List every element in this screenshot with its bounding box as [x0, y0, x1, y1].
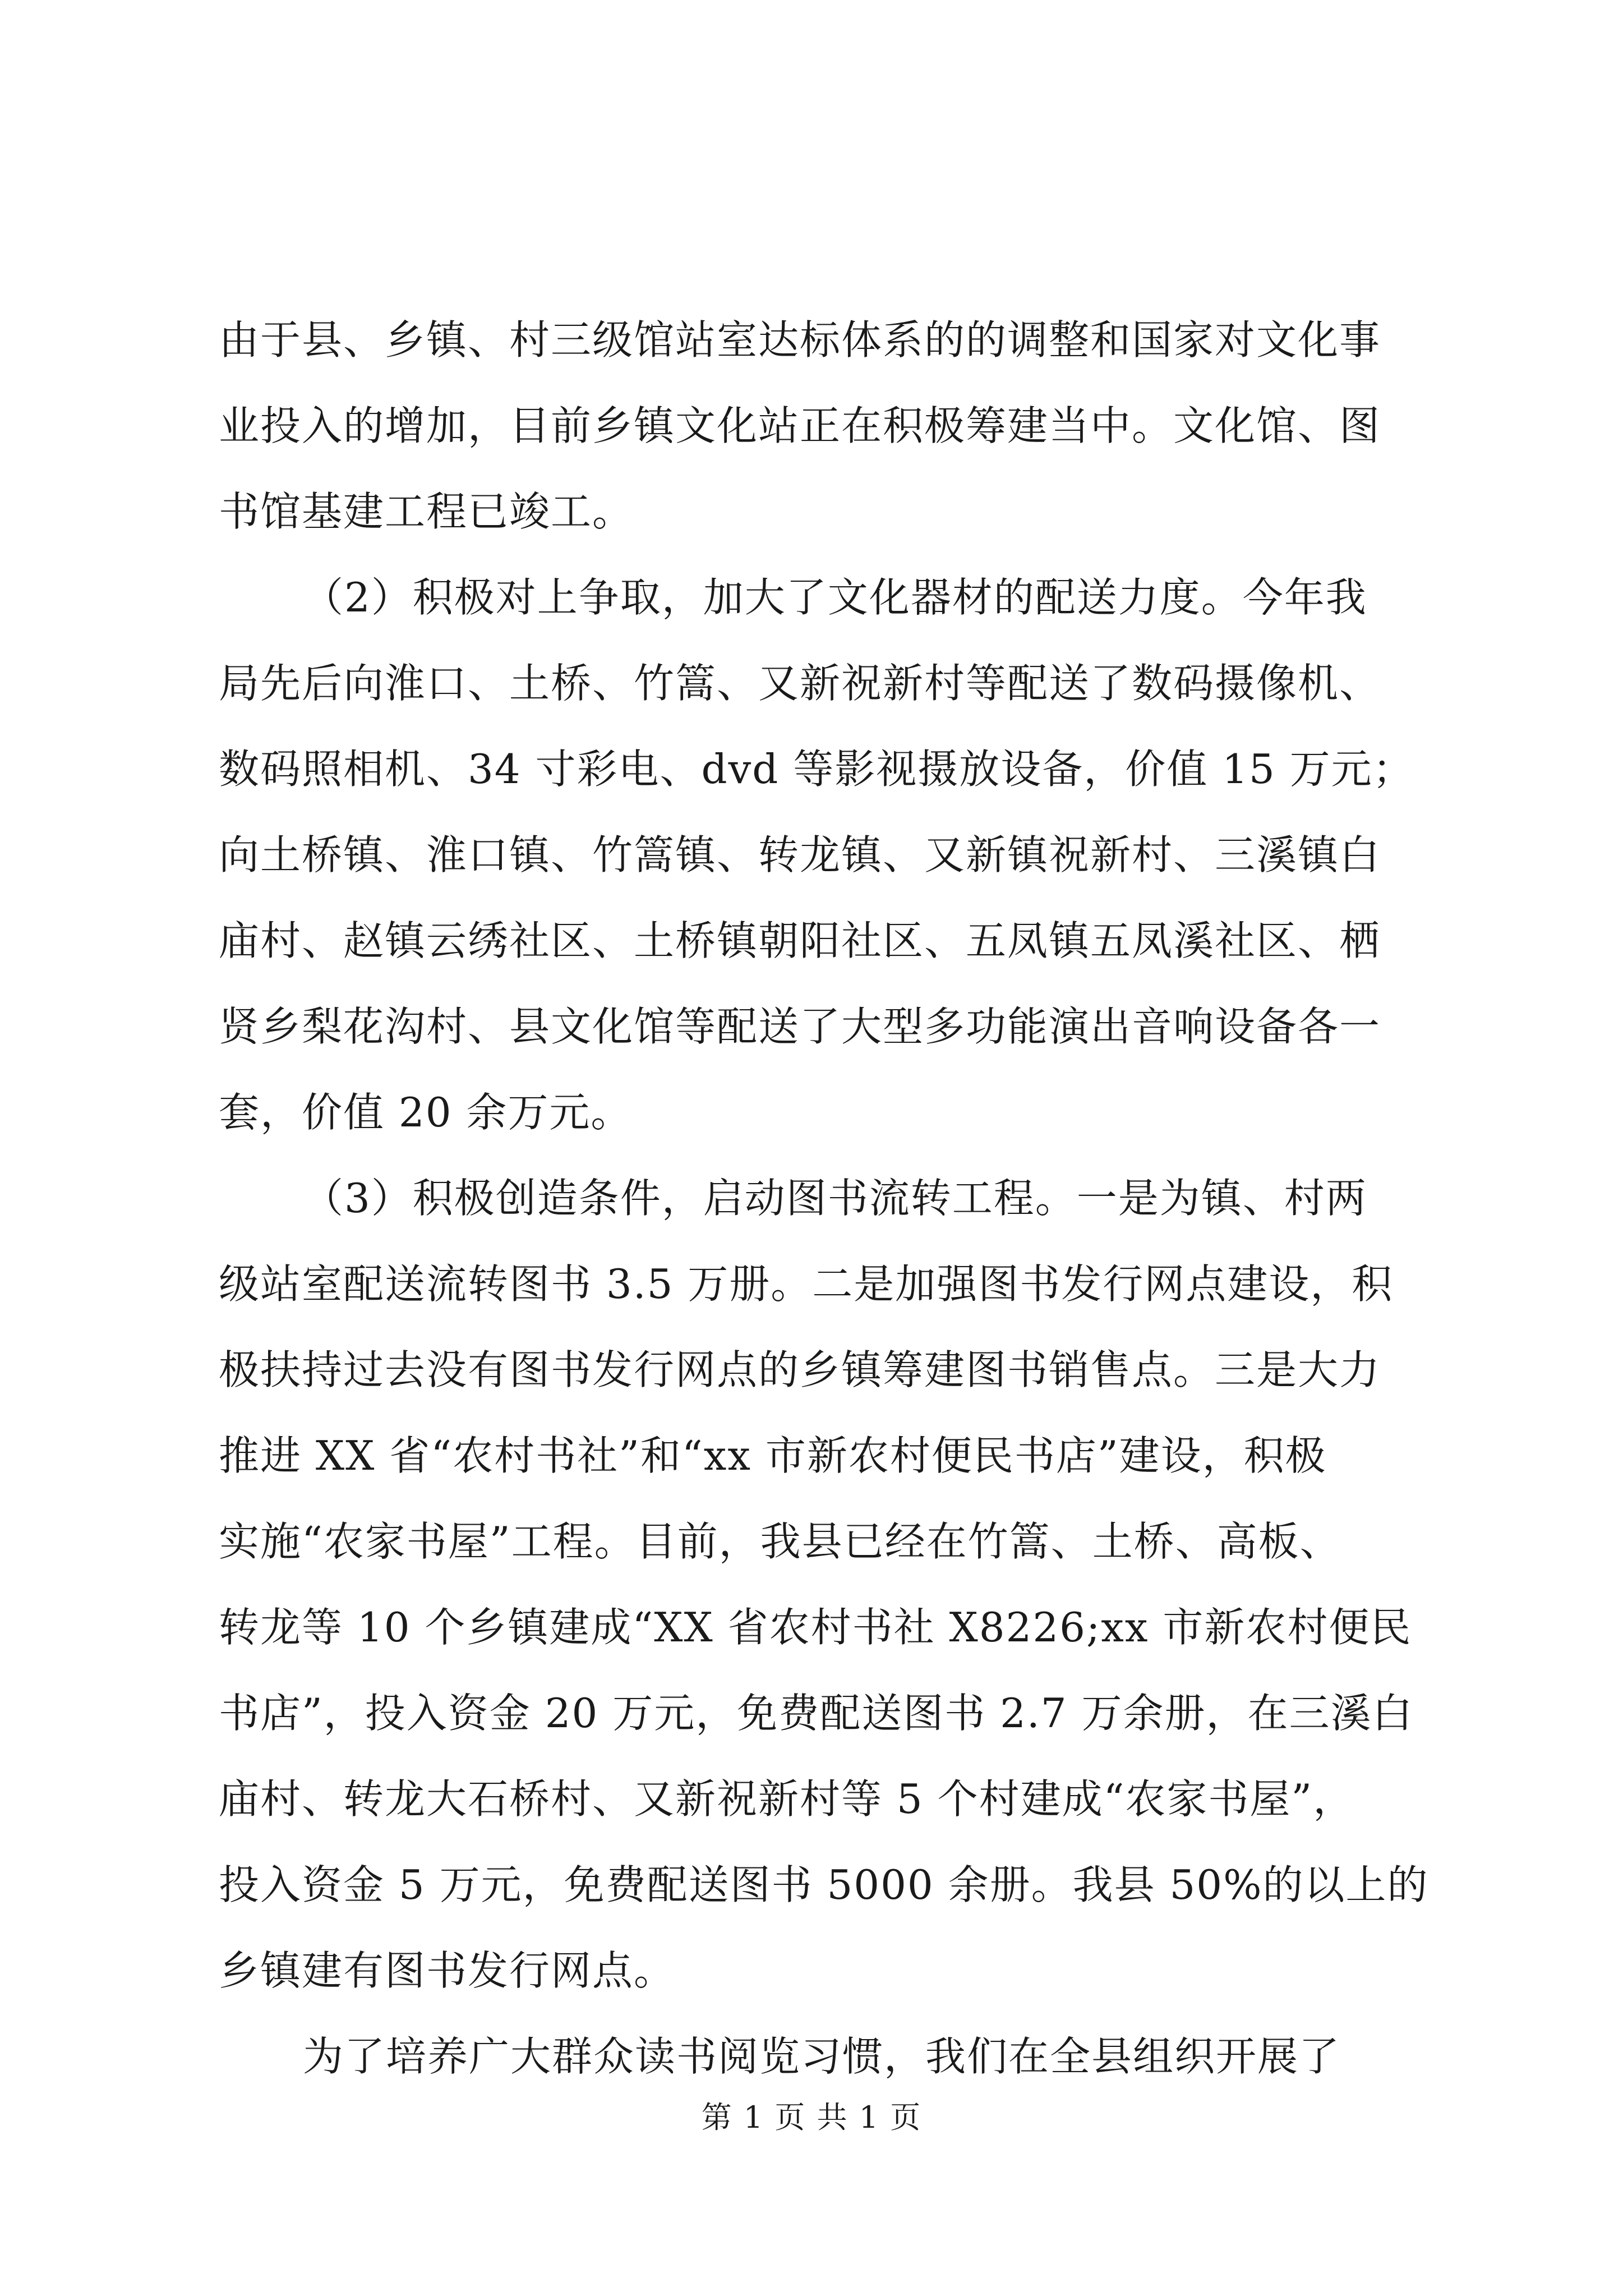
text-line: 书店”，投入资金 20 万元，免费配送图书 2.7 万余册，在三溪白 — [219, 1690, 1414, 1737]
paragraph-start-line: 为了培养广大群众读书阅览习惯，我们在全县组织开展了 — [303, 2033, 1341, 2080]
paragraph-start-line: （2）积极对上争取，加大了文化器材的配送力度。今年我 — [303, 574, 1367, 621]
text-line: 套，价值 20 余万元。 — [219, 1089, 633, 1136]
text-line: 推进 XX 省“农村书社”和“xx 市新农村便民书店”建设，积极 — [219, 1432, 1327, 1479]
text-line: 局先后向淮口、土桥、竹篙、又新祝新村等配送了数码摄像机、 — [219, 660, 1381, 707]
text-line: 投入资金 5 万元，免费配送图书 5000 余册。我县 50%的以上的 — [219, 1861, 1429, 1908]
document-body — [219, 297, 1429, 2100]
paragraph-start-line: （3）积极创造条件，启动图书流转工程。一是为镇、村两 — [303, 1175, 1367, 1222]
text-line: 级站室配送流转图书 3.5 万册。二是加强图书发行网点建设，积 — [219, 1260, 1394, 1308]
text-line: 由于县、乡镇、村三级馆站室达标体系的的调整和国家对文化事 — [219, 316, 1381, 364]
text-line: 向土桥镇、淮口镇、竹篙镇、转龙镇、又新镇祝新村、三溪镇白 — [219, 831, 1381, 878]
text-line: 庙村、赵镇云绣社区、土桥镇朝阳社区、五凤镇五凤溪社区、栖 — [219, 917, 1381, 964]
page-number-label: 第 1 页 共 1 页 — [701, 2100, 922, 2135]
page-footer — [0, 2098, 1623, 2137]
text-line: 实施“农家书屋”工程。目前，我县已经在竹篙、土桥、高板、 — [219, 1518, 1341, 1565]
text-line: 书馆基建工程已竣工。 — [219, 488, 634, 535]
text-line: 业投入的增加，目前乡镇文化站正在积极筹建当中。文化馆、图 — [219, 402, 1381, 449]
text-line: 乡镇建有图书发行网点。 — [219, 1947, 676, 1994]
text-line: 数码照相机、34 寸彩电、dvd 等影视摄放设备，价值 15 万元； — [219, 746, 1414, 793]
text-line: 贤乡梨花沟村、县文化馆等配送了大型多功能演出音响设备各一 — [219, 1003, 1381, 1050]
text-line: 庙村、转龙大石桥村、又新祝新村等 5 个村建成“农家书屋”， — [219, 1775, 1355, 1823]
text-line: 转龙等 10 个乡镇建成“XX 省农村书社 X8226;xx 市新农村便民 — [219, 1604, 1412, 1651]
text-line: 极扶持过去没有图书发行网点的乡镇筹建图书销售点。三是大力 — [219, 1346, 1381, 1393]
